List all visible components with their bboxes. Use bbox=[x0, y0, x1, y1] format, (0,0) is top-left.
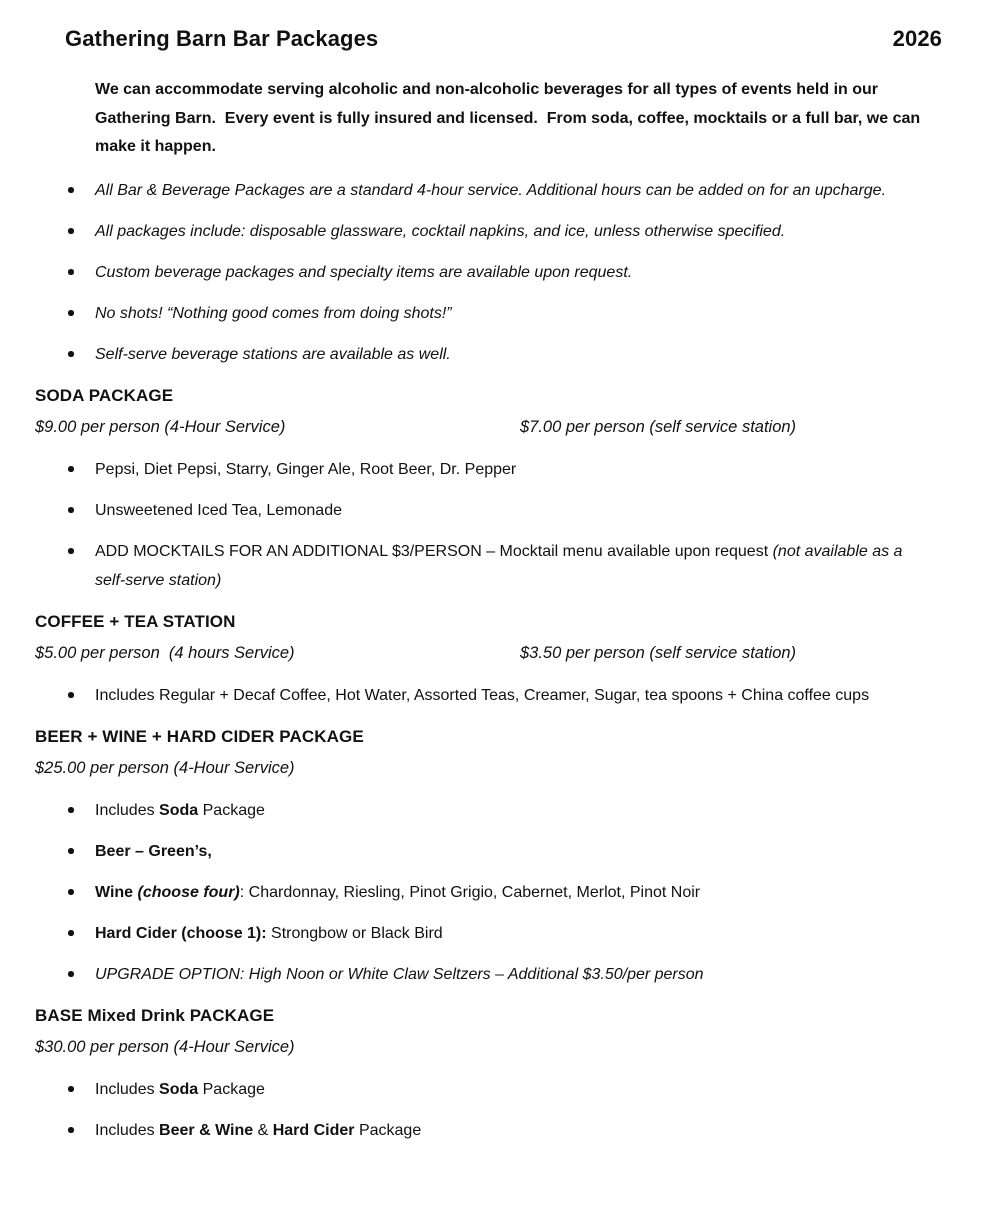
bullet-item bbox=[65, 340, 942, 369]
soda-package-items bbox=[35, 455, 942, 595]
bullet-marker bbox=[65, 340, 95, 369]
bullet-item bbox=[65, 878, 942, 907]
bullet-text bbox=[95, 837, 942, 866]
bullet-icon bbox=[68, 848, 74, 854]
bullet-text bbox=[95, 796, 942, 825]
bullet-text bbox=[95, 537, 942, 595]
bullet-item bbox=[65, 455, 942, 484]
text-segment: UPGRADE OPTION: High Noon or White Claw Seltzers – Additional $3.50/per person bbox=[95, 965, 704, 983]
bullet-icon bbox=[68, 930, 74, 936]
bullet-marker bbox=[65, 299, 95, 328]
bullet-marker bbox=[65, 919, 95, 948]
bullet-item bbox=[65, 960, 942, 989]
text-segment: Includes bbox=[95, 1121, 160, 1139]
text-segment: Unsweetened Iced Tea, Lemonade bbox=[95, 501, 342, 519]
text-segment: & bbox=[253, 1121, 273, 1139]
price-self-service: $7.00 per person (self service station) bbox=[520, 417, 797, 436]
text-segment: Includes Regular + Decaf Coffee, Hot Water, Assorted Teas, Creamer, Sugar, tea spoons + China coffee cups bbox=[95, 686, 870, 704]
bullet-text bbox=[95, 681, 942, 710]
bullet-item bbox=[65, 796, 942, 825]
price-self-service: $3.50 per person (self service station) bbox=[520, 643, 797, 662]
general-notes bbox=[35, 176, 942, 369]
text-segment: Wine bbox=[95, 883, 138, 901]
text-segment: Includes bbox=[95, 801, 160, 819]
price-standard-service: $9.00 per person (4-Hour Service) bbox=[35, 417, 286, 436]
bullet-text bbox=[95, 340, 942, 369]
bullet-item bbox=[65, 537, 942, 595]
soda-package-heading: SODA PACKAGE bbox=[35, 385, 174, 405]
bullet-icon bbox=[68, 889, 74, 895]
bullet-text bbox=[95, 176, 942, 205]
bullet-marker bbox=[65, 455, 95, 484]
page-year: 2026 bbox=[892, 26, 942, 51]
bullet-text bbox=[95, 878, 942, 907]
text-segment: Hard Cider bbox=[272, 1121, 355, 1139]
bullet-marker bbox=[65, 878, 95, 907]
bullet-marker bbox=[65, 796, 95, 825]
text-segment: Self-serve beverage stations are available as well. bbox=[95, 345, 451, 363]
soda-package-prices bbox=[35, 415, 942, 439]
page-title: Gathering Barn Bar Packages bbox=[65, 26, 379, 51]
text-segment: Package bbox=[198, 801, 265, 819]
text-segment: Includes bbox=[95, 1080, 160, 1098]
beer-wine-hard-cider-package-prices bbox=[35, 756, 942, 780]
bullet-marker bbox=[65, 537, 95, 595]
bullet-marker bbox=[65, 681, 95, 710]
text-segment: All Bar & Beverage Packages are a standard 4-hour service. Additional hours can be added on for an upcharge. bbox=[95, 181, 887, 199]
base-mixed-drink-package-prices bbox=[35, 1035, 942, 1059]
bullet-item bbox=[65, 681, 942, 710]
price-standard-service: $25.00 per person (4-Hour Service) bbox=[35, 758, 295, 777]
bullet-marker bbox=[65, 837, 95, 866]
bullet-text bbox=[95, 919, 942, 948]
bullet-icon bbox=[68, 187, 74, 193]
text-segment: ADD MOCKTAILS FOR AN ADDITIONAL $3/PERSON – Mocktail menu available upon request bbox=[95, 542, 773, 560]
text-segment: (choose four) bbox=[137, 883, 240, 901]
intro-paragraph: We can accommodate serving alcoholic and non-alcoholic beverages for all types of events held in our Gathering Barn. Every event is fully insured and licensed. From soda, coffee, mocktails or a full bar, we can make it happen. bbox=[95, 81, 925, 155]
bullet-icon bbox=[68, 548, 74, 554]
bullet-icon bbox=[68, 971, 74, 977]
text-segment: Strongbow or Black Bird bbox=[266, 924, 443, 942]
price-standard-service: $30.00 per person (4-Hour Service) bbox=[35, 1037, 295, 1056]
text-segment: No shots! “Nothing good comes from doing shots!” bbox=[95, 304, 452, 322]
bullet-text bbox=[95, 258, 942, 287]
text-segment: (not available as a self-serve station) bbox=[95, 542, 907, 589]
coffee-tea-station-prices bbox=[35, 641, 942, 665]
bullet-text bbox=[95, 217, 942, 246]
bullet-item bbox=[65, 299, 942, 328]
bullet-icon bbox=[68, 269, 74, 275]
bullet-icon bbox=[68, 1127, 74, 1133]
bullet-item bbox=[65, 217, 942, 246]
text-segment: All packages include: disposable glassware, cocktail napkins, and ice, unless otherwise specified. bbox=[95, 222, 786, 240]
bullet-icon bbox=[68, 466, 74, 472]
beer-wine-hard-cider-package-items bbox=[35, 796, 942, 989]
bullet-item bbox=[65, 1075, 942, 1104]
bullet-marker bbox=[65, 1116, 95, 1145]
base-mixed-drink-package-items bbox=[35, 1075, 942, 1145]
text-segment: Beer & Wine bbox=[159, 1121, 254, 1139]
text-segment: Beer – Green’s, bbox=[95, 842, 212, 860]
bullet-text bbox=[95, 455, 942, 484]
bullet-item bbox=[65, 919, 942, 948]
bullet-icon bbox=[68, 1086, 74, 1092]
bullet-item bbox=[65, 1116, 942, 1145]
text-segment: Pepsi, Diet Pepsi, Starry, Ginger Ale, Root Beer, Dr. Pepper bbox=[95, 460, 517, 478]
bullet-item bbox=[65, 837, 942, 866]
text-segment: Soda bbox=[159, 801, 199, 819]
beer-wine-hard-cider-package-heading: BEER + WINE + HARD CIDER PACKAGE bbox=[35, 726, 364, 746]
bullet-marker bbox=[65, 176, 95, 205]
bullet-marker bbox=[65, 217, 95, 246]
bullet-item bbox=[65, 496, 942, 525]
bullet-icon bbox=[68, 351, 74, 357]
bullet-item bbox=[65, 176, 942, 205]
bullet-marker bbox=[65, 496, 95, 525]
document-content bbox=[35, 176, 942, 1145]
bullet-marker bbox=[65, 1075, 95, 1104]
text-segment: Hard Cider (choose 1): bbox=[95, 924, 267, 942]
bullet-icon bbox=[68, 692, 74, 698]
text-segment: Soda bbox=[159, 1080, 199, 1098]
price-standard-service: $5.00 per person (4 hours Service) bbox=[35, 643, 295, 662]
bullet-text bbox=[95, 299, 942, 328]
bullet-icon bbox=[68, 807, 74, 813]
document-header bbox=[35, 24, 942, 54]
bullet-text bbox=[95, 960, 942, 989]
bullet-text bbox=[95, 496, 942, 525]
text-segment: Custom beverage packages and specialty items are available upon request. bbox=[95, 263, 633, 281]
text-segment: Package bbox=[354, 1121, 422, 1139]
bullet-text bbox=[95, 1075, 942, 1104]
bullet-marker bbox=[65, 258, 95, 287]
bullet-icon bbox=[68, 228, 74, 234]
bullet-text bbox=[95, 1116, 942, 1145]
coffee-tea-station-items bbox=[35, 681, 942, 710]
base-mixed-drink-package-heading: BASE Mixed Drink PACKAGE bbox=[35, 1005, 275, 1025]
bullet-item bbox=[65, 258, 942, 287]
bullet-icon bbox=[68, 310, 74, 316]
text-segment: Package bbox=[198, 1080, 265, 1098]
bullet-icon bbox=[68, 507, 74, 513]
coffee-tea-station-heading: COFFEE + TEA STATION bbox=[35, 611, 236, 631]
text-segment: : Chardonnay, Riesling, Pinot Grigio, Cabernet, Merlot, Pinot Noir bbox=[239, 883, 701, 901]
bullet-marker bbox=[65, 960, 95, 989]
